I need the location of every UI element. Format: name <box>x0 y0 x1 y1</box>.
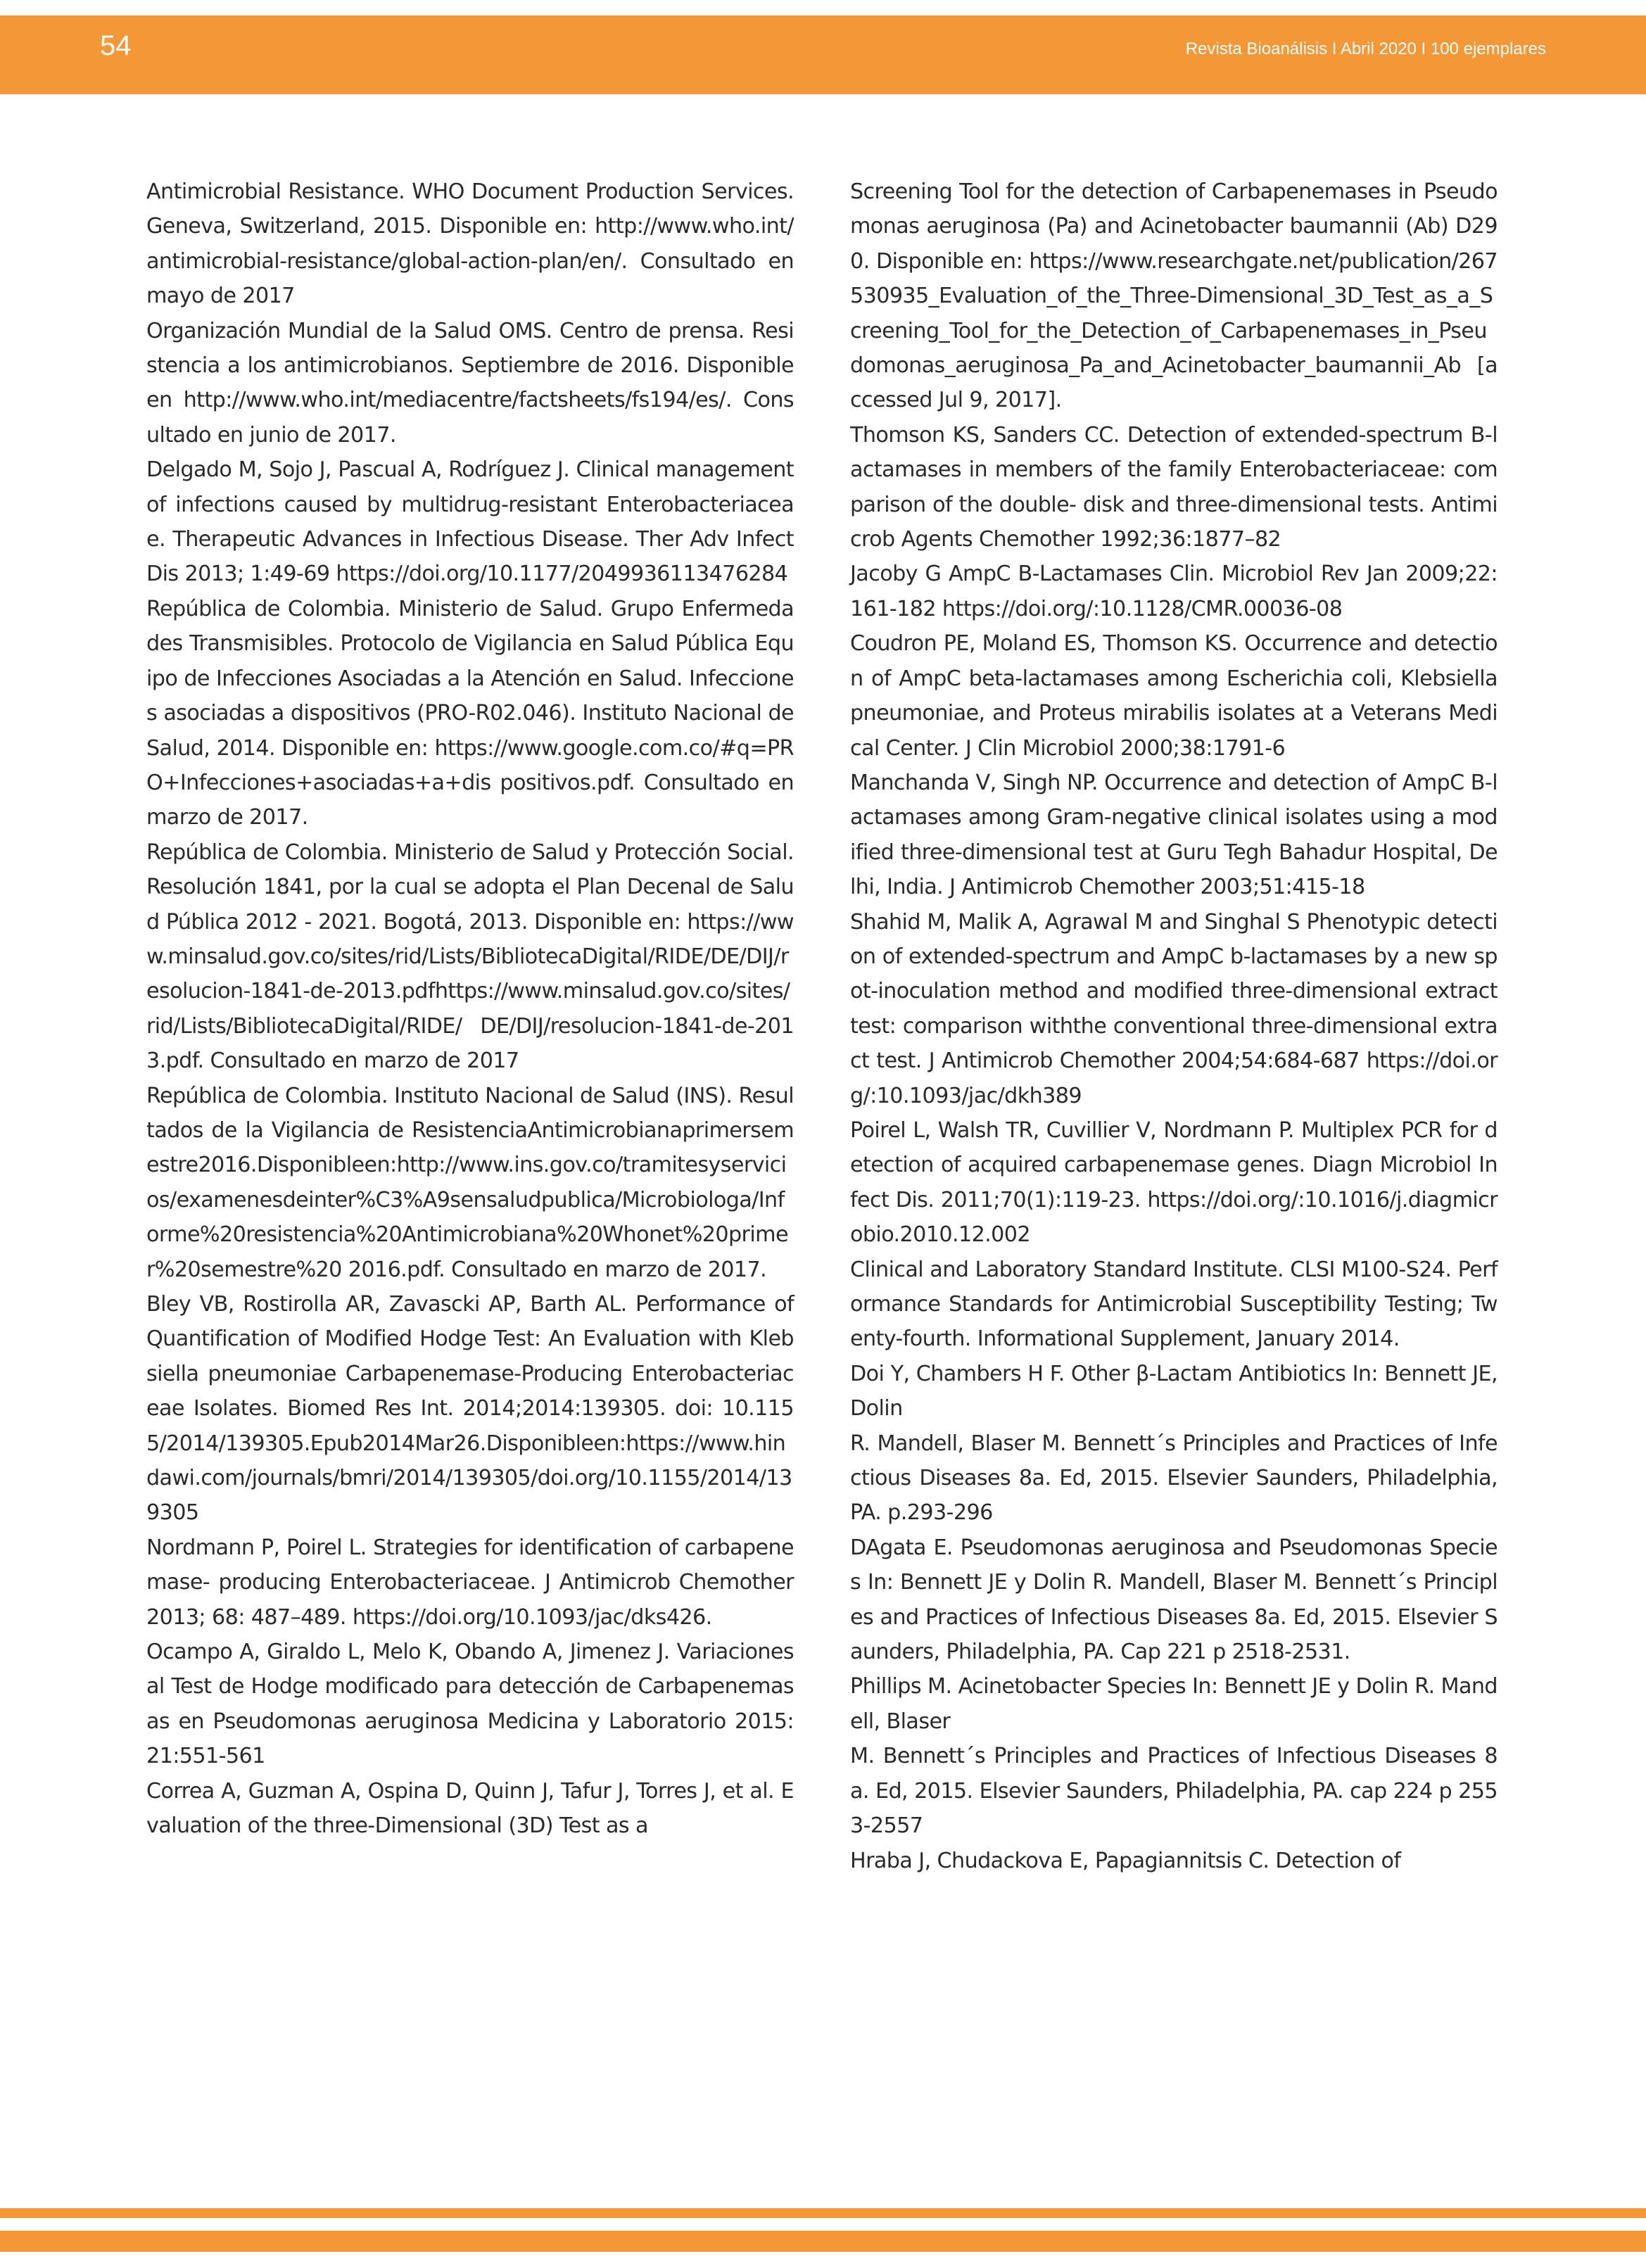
reference-item: R. Mandell, Blaser M. Bennett´s Principles and Practices of Infectious Diseases 8a. Ed, 2015. Elsevier Saunders, Philadelphia, PA. p.293-296 <box>850 1431 1498 1526</box>
reference-item: Bley VB, Rostirolla AR, Zavascki AP, Barth AL. Performance of Quantification of Modified Hodge Test: An Evaluation with Klebsiella pneumoniae Carbapenemase-Producing Enterobacteriaceae Isolates. Biomed Res Int. 2014;2014:139305. doi: 10.1155/2014/139305.Epub2014Mar26.Disponibleen:https://www.hindawi.com/journals/bmri/2014/139305/doi.org/10.1155/2014/139305 <box>146 1292 794 1526</box>
references-column-left <box>146 175 794 1844</box>
reference-item: Organización Mundial de la Salud OMS. Centro de prensa. Resistencia a los antimicrobianos. Septiembre de 2016. Disponible en http://www.who.int/mediacentre/factsheets/fs194/es/. Consultado en junio de 2017. <box>146 318 794 448</box>
reference-item: Jacoby G AmpC B-Lactamases Clin. Microbiol Rev Jan 2009;22:161-182 https://doi.org/:10.1128/CMR.00036-08 <box>850 562 1498 621</box>
reference-item: República de Colombia. Instituto Nacional de Salud (INS). Resultados de la Vigilancia de ResistenciaAntimicrobianaprimersemestre2016.Disponibleen:http://www.ins.gov.co/tramitesyservicios/examenesdeinter%C3%A9sensaludpublica/Microbiologa/Informe%20resistencia%20Antimicrobiana%20Whonet%20primer%20semestre%20 2016.pdf. Consultado en marzo de 2017. <box>146 1083 794 1282</box>
reference-item: Correa A, Guzman A, Ospina D, Quinn J, Tafur J, Torres J, et al. Evaluation of the three-Dimensional (3D) Test as a <box>146 1778 794 1839</box>
reference-item: M. Bennett´s Principles and Practices of Infectious Diseases 8a. Ed, 2015. Elsevier Saunders, Philadelphia, PA. cap 224 p 2553-2557 <box>850 1744 1498 1839</box>
reference-item: Coudron PE, Moland ES, Thomson KS. Occurrence and detection of AmpC beta-lactamases among Escherichia coli, Klebsiella pneumoniae, and Proteus mirabilis isolates at a Veterans Medical Center. J Clin Microbiol 2000;38:1791-6 <box>850 631 1498 761</box>
reference-item: República de Colombia. Ministerio de Salud. Grupo Enfermedades Transmisibles. Protocolo de Vigilancia en Salud Pública Equipo de Infecciones Asociadas a la Atención en Salud. Infecciones asociadas a dispositivos (PRO-R02.046). Instituto Nacional de Salud, 2014. Disponible en: https://www.google.com.co/#q=PRO+Infecciones+asociadas+a+dis positivos.pdf. Consultado en marzo de 2017. <box>146 596 794 830</box>
reference-item: Doi Y, Chambers H F. Other β-Lactam Antibiotics In: Bennett JE, Dolin <box>850 1361 1498 1421</box>
reference-item: Clinical and Laboratory Standard Institute. CLSI M100-S24. Performance Standards for Antimicrobial Susceptibility Testing; Twenty-fourth. Informational Supplement, January 2014. <box>850 1257 1498 1352</box>
footer-rule-thin <box>0 2208 1646 2218</box>
reference-item: Ocampo A, Giraldo L, Melo K, Obando A, Jimenez J. Variaciones al Test de Hodge modificado para detección de Carbapenemasas en Pseudomonas aeruginosa Medicina y Laboratorio 2015: 21:551-561 <box>146 1640 794 1769</box>
reference-item: Screening Tool for the detection of Carbapenemases in Pseudomonas aeruginosa (Pa) and Acinetobacter baumannii (Ab) D290. Disponible en: https://www.researchgate.net/publication/267530935_Evaluation_of_the_Three-Dimensional_3D_Test_as_a_Screening_Tool_for_the_Detection_of_Carbapenemases_in_Pseudomonas_aeruginosa_Pa_and_Acinetobacter_baumannii_Ab [accessed Jul 9, 2017]. <box>850 179 1498 413</box>
reference-item: Manchanda V, Singh NP. Occurrence and detection of AmpC B-lactamases among Gram-negative clinical isolates using a modified three-dimensional test at Guru Tegh Bahadur Hospital, Delhi, India. J Antimicrob Chemother 2003;51:415-18 <box>850 770 1498 900</box>
references-column-right <box>850 175 1498 1878</box>
footer-rule-thick <box>0 2231 1646 2252</box>
reference-item: DAgata E. Pseudomonas aeruginosa and Pseudomonas Species In: Bennett JE y Dolin R. Mandell, Blaser M. Bennett´s Principles and Practices of Infectious Diseases 8a. Ed, 2015. Elsevier Saunders, Philadelphia, PA. Cap 221 p 2518-2531. <box>850 1535 1498 1665</box>
reference-item: Hraba J, Chudackova E, Papagiannitsis C. Detection of <box>850 1848 1401 1873</box>
reference-item: Delgado M, Sojo J, Pascual A, Rodríguez J. Clinical management of infections caused by multidrug-resistant Enterobacteriaceae. Therapeutic Advances in Infectious Disease. Ther Adv Infect Dis 2013; 1:49-69 https://doi.org/10.1177/2049936113476284 <box>146 457 794 587</box>
reference-item: Antimicrobial Resistance. WHO Document Production Services. Geneva, Switzerland, 2015. Disponible en: http://www.who.int/antimicrobial-resistance/global-action-plan/en/. Consultado en mayo de 2017 <box>146 179 794 309</box>
reference-item: Nordmann P, Poirel L. Strategies for identification of carbapenemase- producing Enterobacteriaceae. J Antimicrob Chemother 2013; 68: 487–489. https://doi.org/10.1093/jac/dks426. <box>146 1535 794 1630</box>
page-number: 54 <box>100 30 132 61</box>
reference-item: Phillips M. Acinetobacter Species In: Bennett JE y Dolin R. Mandell, Blaser <box>850 1674 1498 1734</box>
reference-item: Poirel L, Walsh TR, Cuvillier V, Nordmann P. Multiplex PCR for detection of acquired carbapenemase genes. Diagn Microbiol Infect Dis. 2011;70(1):119-23. https://doi.org/:10.1016/j.diagmicrobio.2010.12.002 <box>850 1117 1498 1248</box>
reference-item: Thomson KS, Sanders CC. Detection of extended-spectrum B-lactamases in members of the family Enterobacteriaceae: comparison of the double- disk and three-dimensional tests. Antimicrob Agents Chemother 1992;36:1877–82 <box>850 422 1498 552</box>
reference-item: Shahid M, Malik A, Agrawal M and Singhal S Phenotypic detection of extended-spectrum and AmpC b-lactamases by a new spot-inoculation method and modified three-dimensional extract test: comparison withthe conventional three-dimensional extract test. J Antimicrob Chemother 2004;54:684-687 https://doi.org/:10.1093/jac/dkh389 <box>850 909 1498 1108</box>
journal-info: Revista Bioanálisis I Abril 2020 I 100 ejemplares <box>1185 39 1546 58</box>
reference-item: República de Colombia. Ministerio de Salud y Protección Social. Resolución 1841, por la cual se adopta el Plan Decenal de Salud Pública 2012 - 2021. Bogotá, 2013. Disponible en: https://www.minsalud.gov.co/sites/rid/Lists/BibliotecaDigital/RIDE/DE/DIJ/resolucion-1841-de-2013.pdfhttps://www.minsalud.gov.co/sites/rid/Lists/BibliotecaDigital/RIDE/ DE/DIJ/resolucion-1841-de-2013.pdf. Consultado en marzo de 2017 <box>146 840 794 1074</box>
